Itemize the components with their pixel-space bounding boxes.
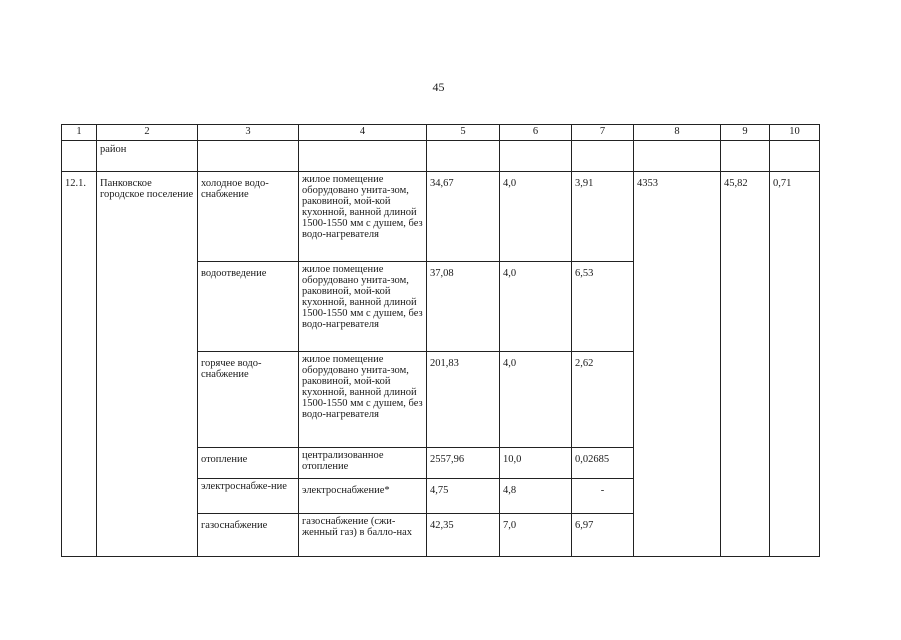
header-cell: 10 [770, 125, 820, 141]
service-description: электроснабжение* [299, 479, 427, 514]
header-cell: 7 [572, 125, 634, 141]
header-cell: 3 [198, 125, 299, 141]
tariff-table [61, 124, 820, 557]
col7-value: - [572, 479, 634, 514]
col5-value: 201,83 [427, 352, 500, 448]
header-cell: 8 [634, 125, 721, 141]
col5-value: 34,67 [427, 172, 500, 262]
settlement-name: Панковское городское поселение [97, 172, 198, 557]
header-cell: 9 [721, 125, 770, 141]
header-cell: 6 [500, 125, 572, 141]
col9-value: 45,82 [721, 172, 770, 557]
service-description: централизованное отопление [299, 448, 427, 479]
district-label: район [97, 141, 198, 172]
header-cell: 1 [62, 125, 97, 141]
service-name: отопление [198, 448, 299, 479]
service-name: холодное водо-снабжение [198, 172, 299, 262]
header-row [62, 125, 820, 141]
col6-value: 10,0 [500, 448, 572, 479]
header-cell: 5 [427, 125, 500, 141]
service-description: жилое помещение оборудовано унита-зом, раковиной, мой-кой кухонной, ванной длиной 1500-1550 мм с душем, без водо-нагревателя [299, 352, 427, 448]
col6-value: 4,8 [500, 479, 572, 514]
service-description: газоснабжение (сжи-женный газ) в балло-нах [299, 514, 427, 557]
service-name: водоотведение [198, 262, 299, 352]
col5-value: 2557,96 [427, 448, 500, 479]
col7-value: 6,97 [572, 514, 634, 557]
col6-value: 4,0 [500, 172, 572, 262]
col5-value: 37,08 [427, 262, 500, 352]
table-row [62, 172, 820, 262]
settlement-code: 12.1. [62, 172, 97, 557]
header-cell: 4 [299, 125, 427, 141]
col7-value: 0,02685 [572, 448, 634, 479]
service-name: электроснабже-ние [198, 479, 299, 514]
col10-value: 0,71 [770, 172, 820, 557]
col8-value: 4353 [634, 172, 721, 557]
col7-value: 6,53 [572, 262, 634, 352]
service-description: жилое помещение оборудовано унита-зом, раковиной, мой-кой кухонной, ванной длиной 1500-1550 мм с душем, без водо-нагревателя [299, 172, 427, 262]
col7-value: 3,91 [572, 172, 634, 262]
header-cell: 2 [97, 125, 198, 141]
district-row [62, 141, 820, 172]
col6-value: 7,0 [500, 514, 572, 557]
service-description: жилое помещение оборудовано унита-зом, раковиной, мой-кой кухонной, ванной длиной 1500-1550 мм с душем, без водо-нагревателя [299, 262, 427, 352]
col7-value: 2,62 [572, 352, 634, 448]
col6-value: 4,0 [500, 262, 572, 352]
service-name: горячее водо-снабжение [198, 352, 299, 448]
service-name: газоснабжение [198, 514, 299, 557]
col5-value: 42,35 [427, 514, 500, 557]
col5-value: 4,75 [427, 479, 500, 514]
col6-value: 4,0 [500, 352, 572, 448]
page-number: 45 [432, 80, 445, 94]
